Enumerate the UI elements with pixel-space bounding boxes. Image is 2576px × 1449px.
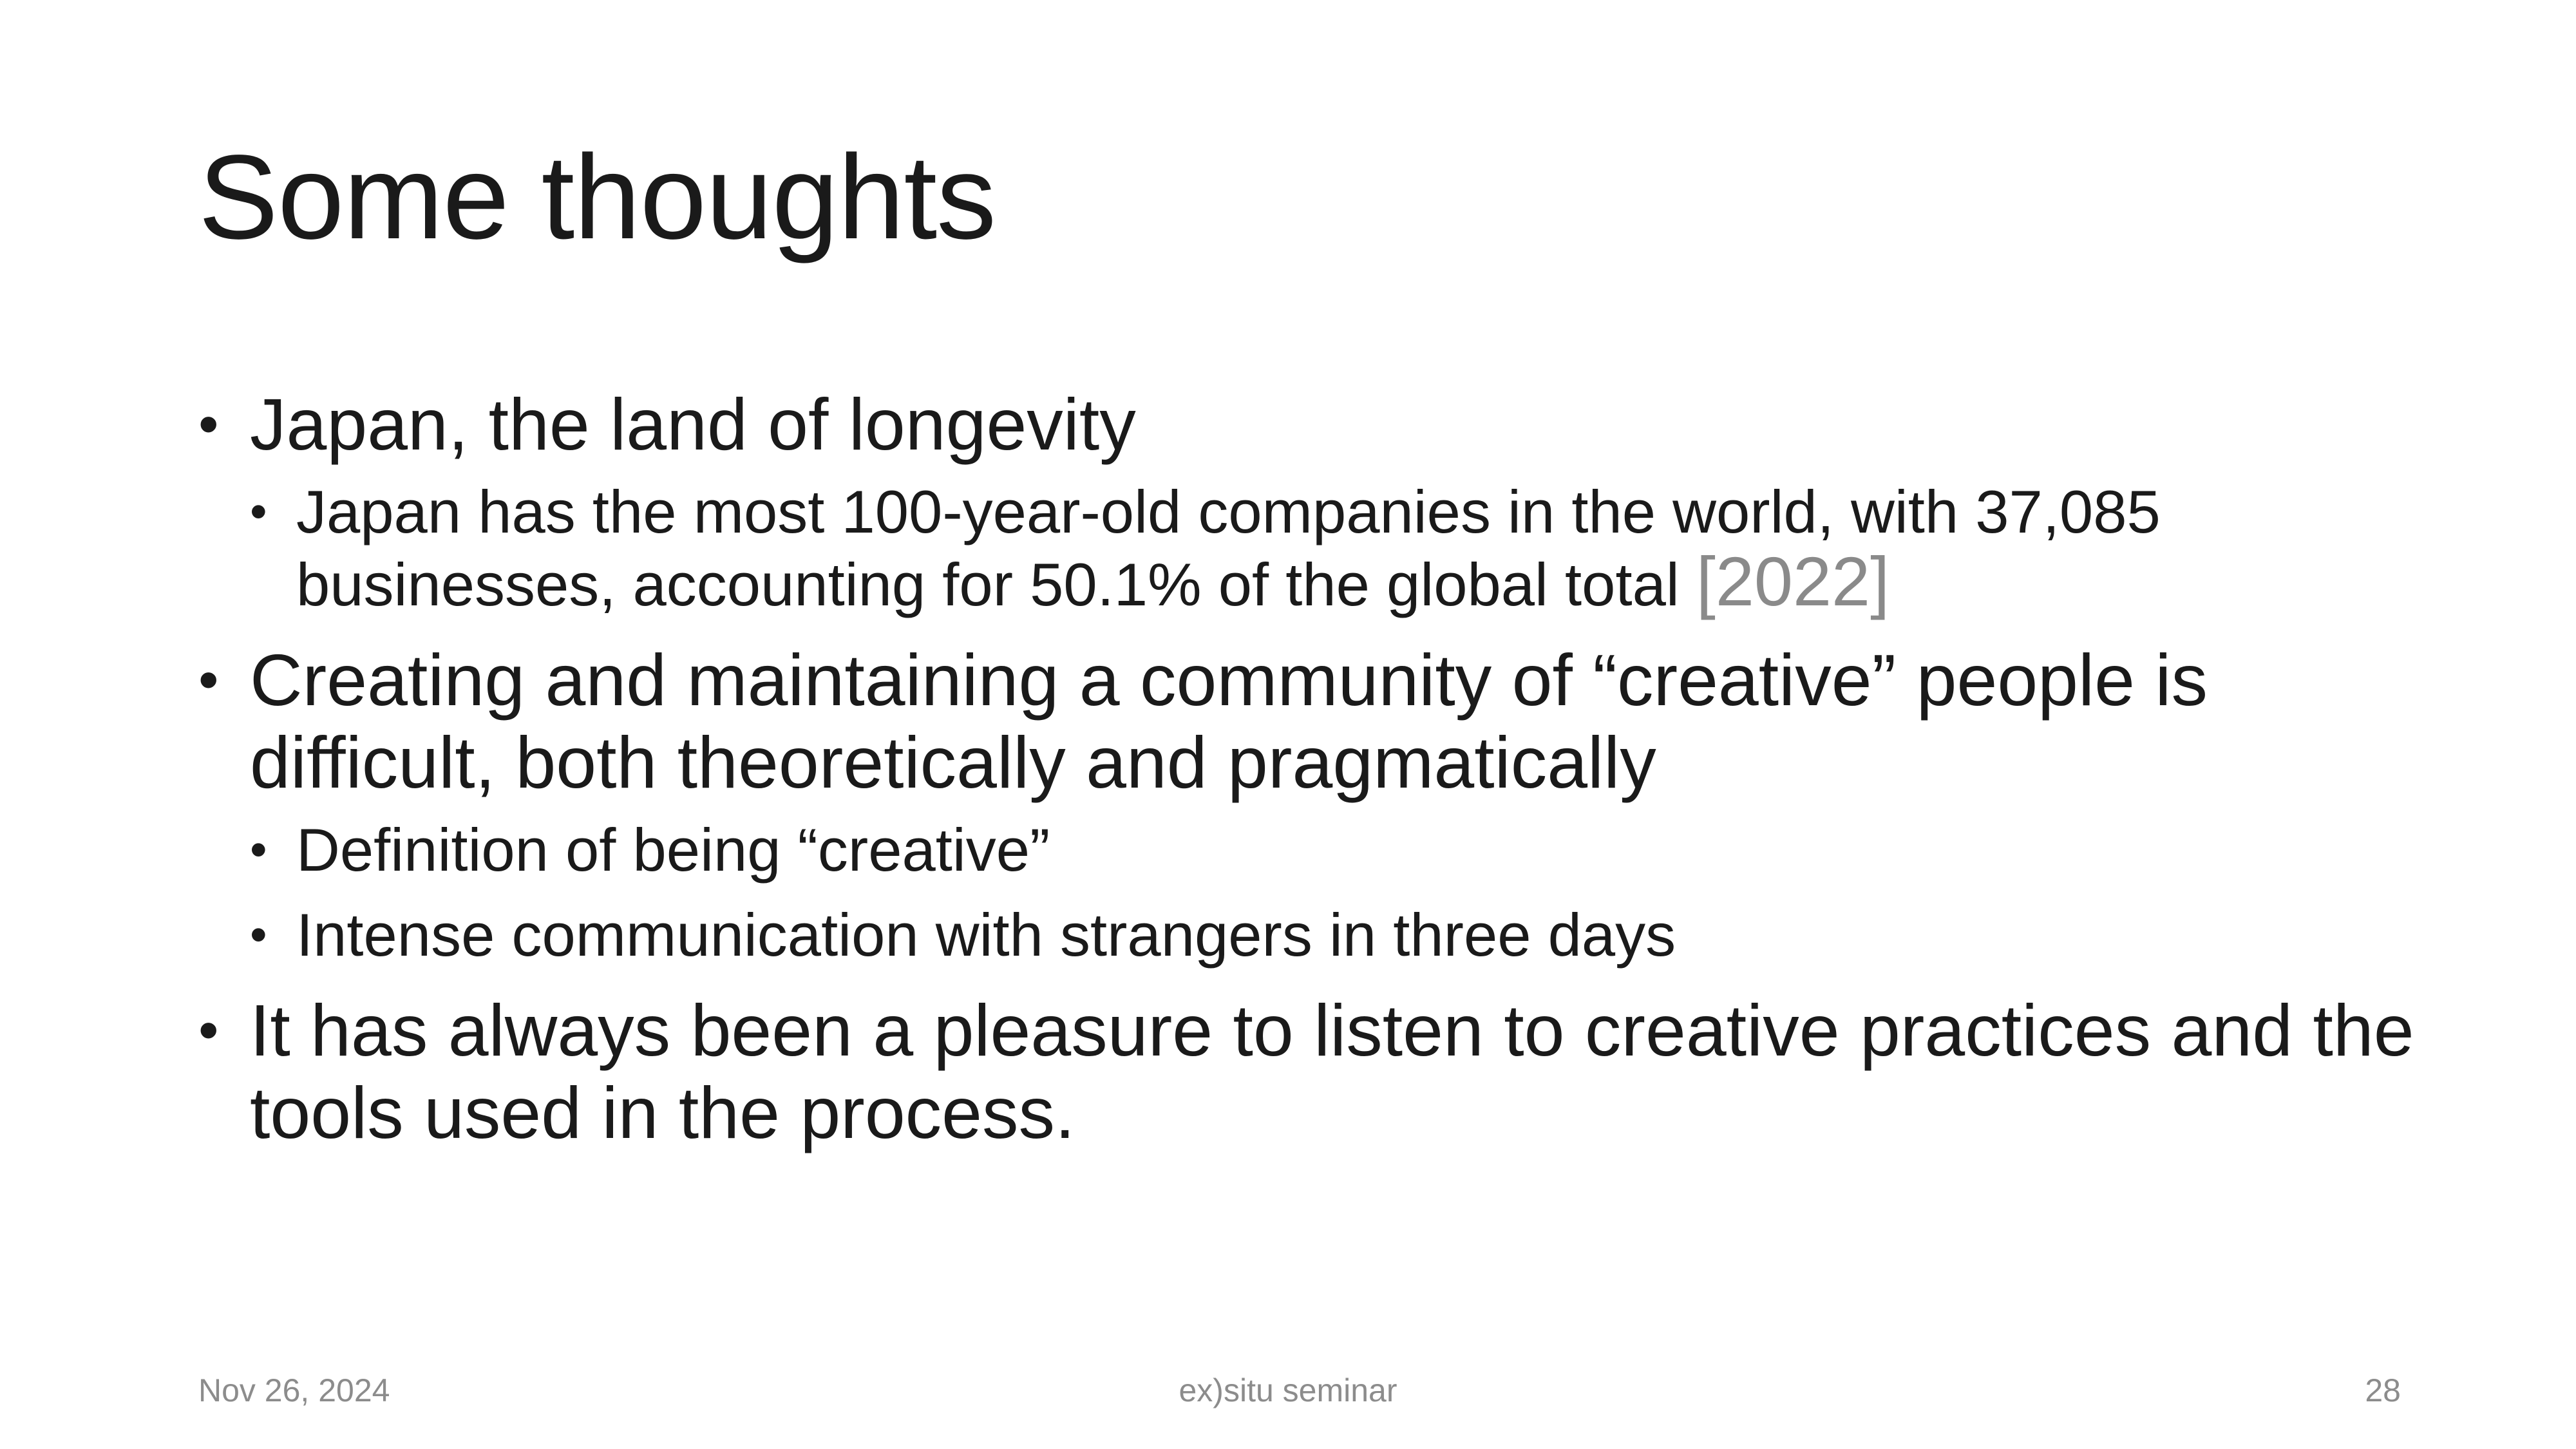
sub-bullet-list: [250, 815, 2452, 970]
sub-bullet-text: Intense communication with strangers in three days: [296, 901, 1676, 969]
sub-bullet-text: Definition of being “creative”: [296, 816, 1050, 884]
bullet-text: It has always been a pleasure to listen to creative practices and the tools used in the process.: [250, 990, 2414, 1153]
bullet-item: [198, 989, 2452, 1154]
sub-bullet-item: [250, 900, 2452, 970]
bullet-item: [198, 383, 2452, 620]
sub-bullet-text: Japan has the most 100-year-old companies in the world, with 37,085 businesses, accounting for 50.1% of the global total: [296, 478, 2161, 618]
sub-bullet-item: [250, 815, 2452, 885]
bullet-dot-icon: •: [198, 648, 219, 712]
bullet-item: [198, 639, 2452, 970]
sub-bullet-item: [250, 477, 2452, 620]
bullet-list: [198, 383, 2452, 1173]
bullet-text: Creating and maintaining a community of “creative” people is difficult, both theoretically and pragmatically: [250, 639, 2208, 803]
sub-bullet-list: [250, 477, 2452, 620]
bullet-dot-icon: •: [250, 907, 267, 962]
page-number: 28: [2365, 1372, 2401, 1408]
bullet-dot-icon: •: [198, 998, 219, 1063]
bullet-text: Japan, the land of longevity: [250, 384, 1136, 465]
citation: [2022]: [1696, 542, 1890, 620]
bullet-dot-icon: •: [250, 822, 267, 877]
bullet-dot-icon: •: [250, 484, 267, 539]
footer-title: ex)situ seminar: [1179, 1372, 1397, 1408]
footer-date: Nov 26, 2024: [198, 1372, 390, 1408]
slide-title: Some thoughts: [198, 131, 996, 264]
bullet-dot-icon: •: [198, 392, 219, 457]
